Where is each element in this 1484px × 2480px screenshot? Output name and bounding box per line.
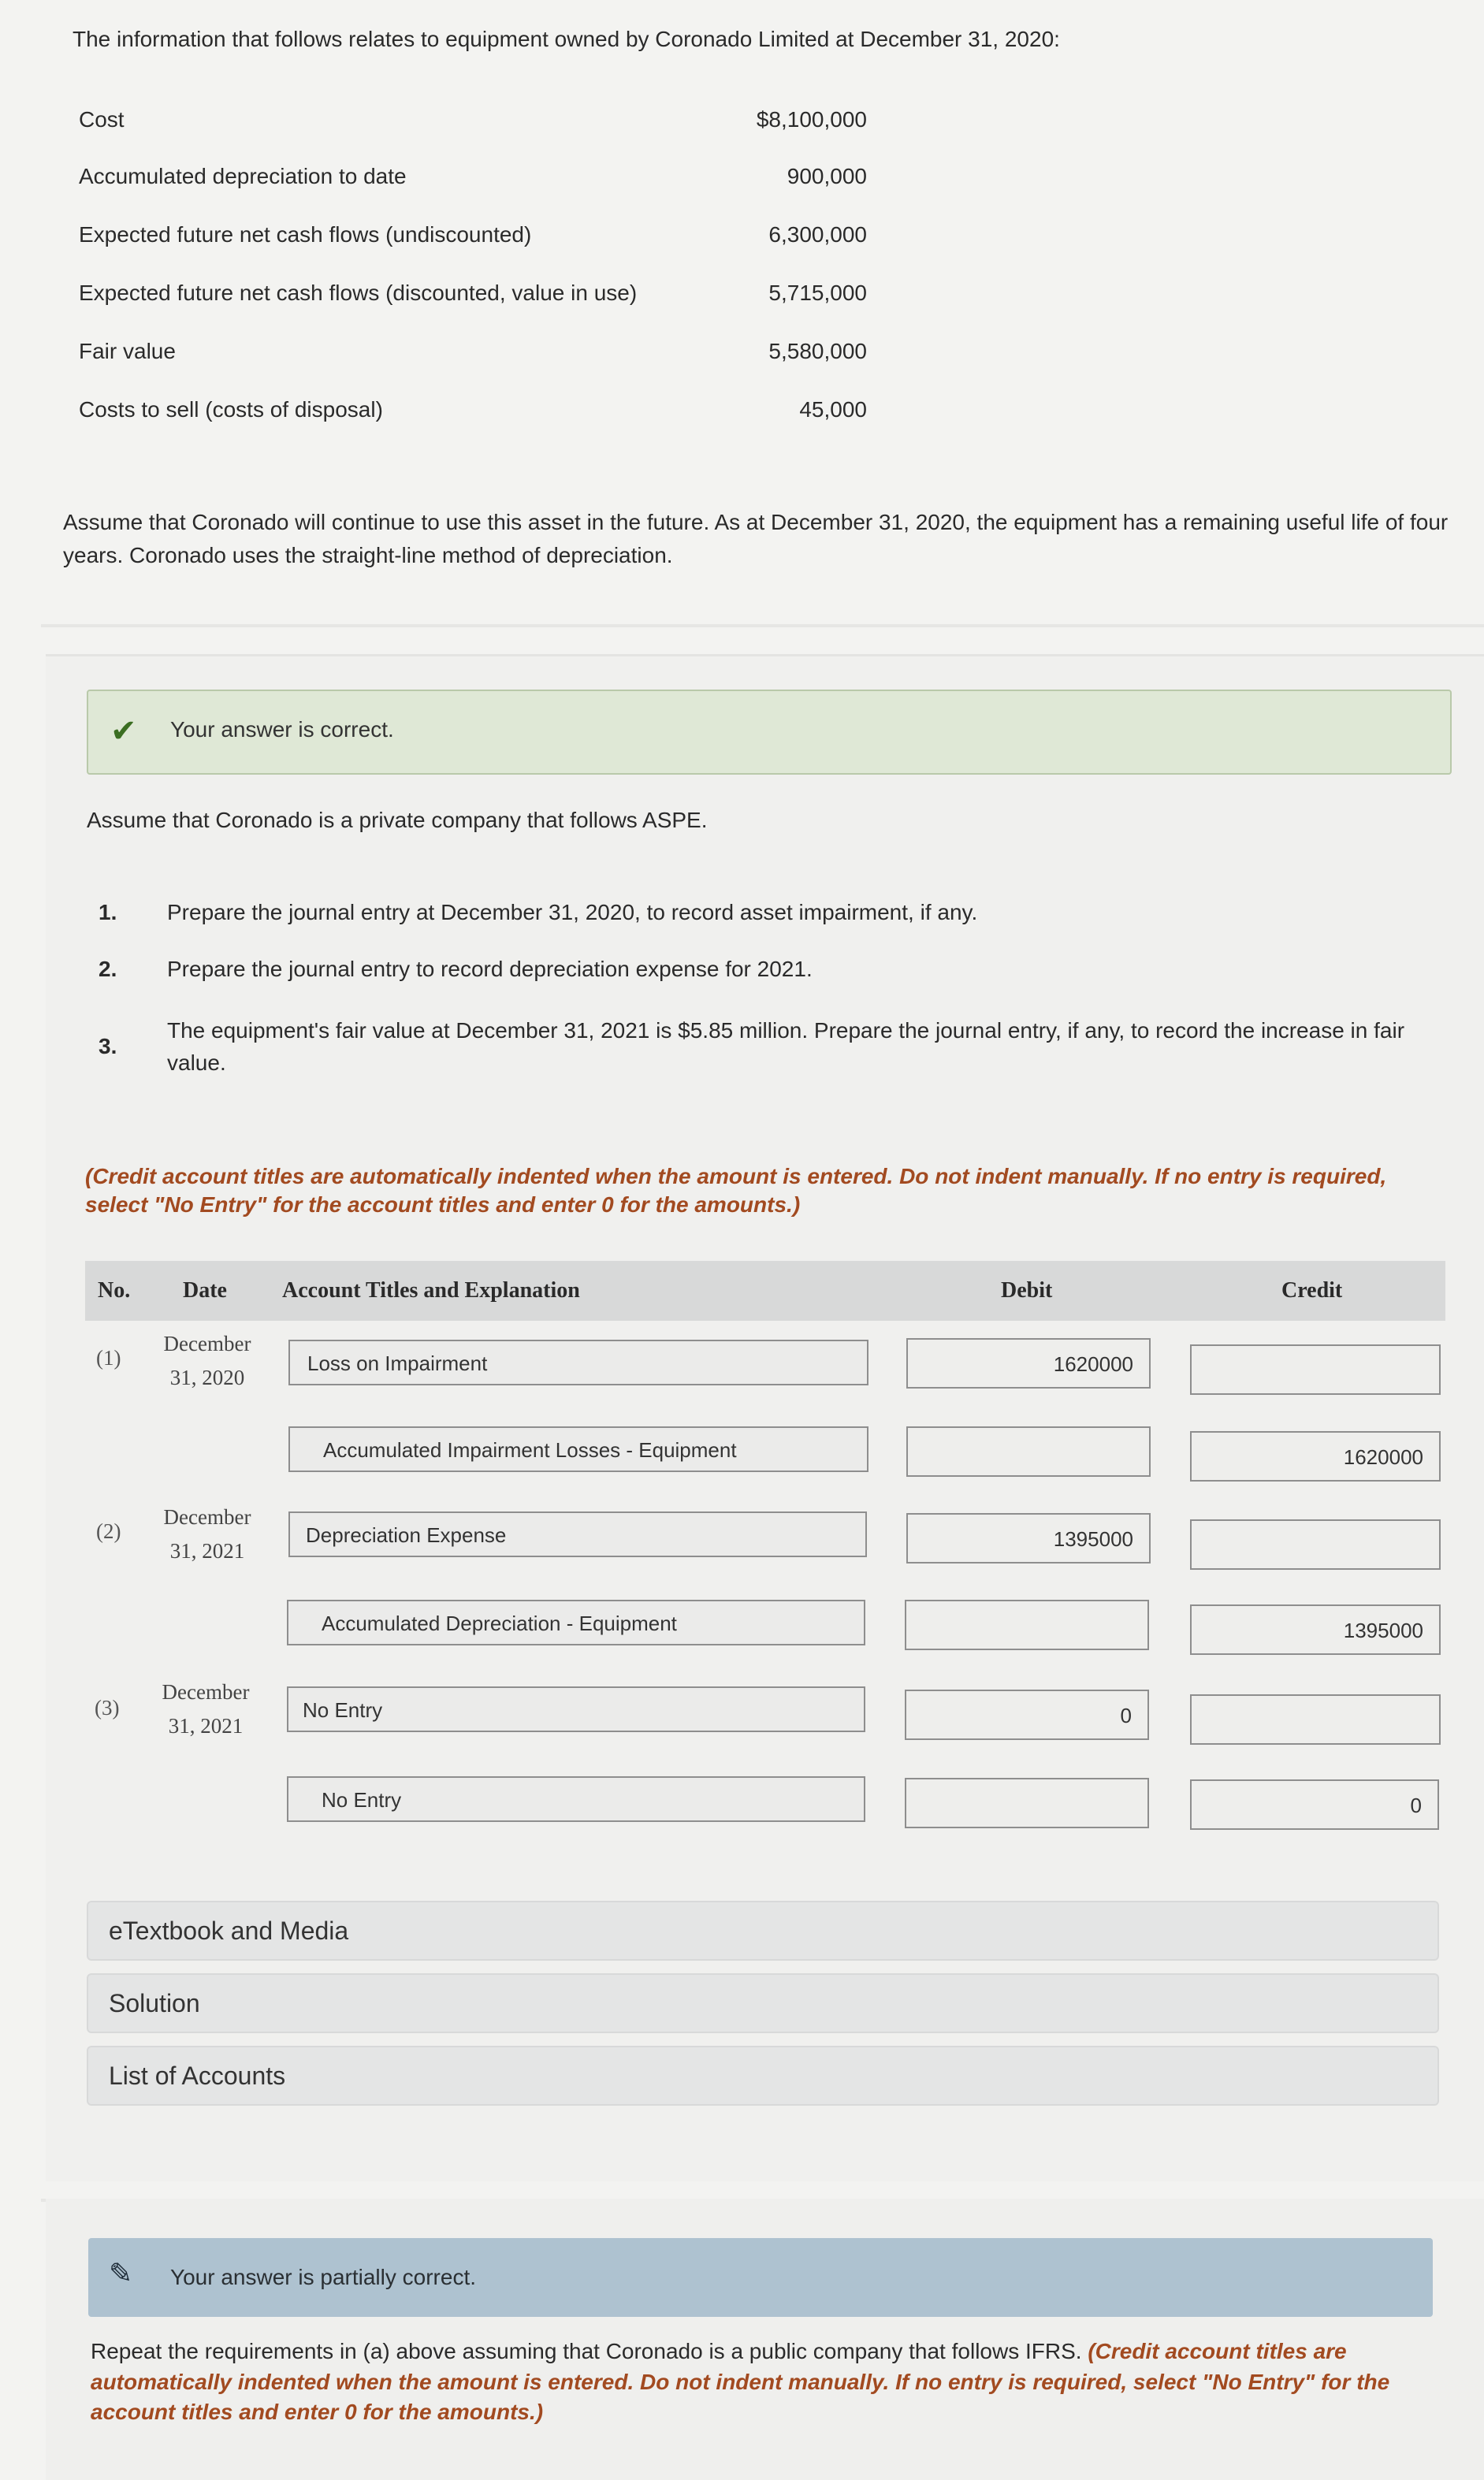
entry-date-year: 31, 2020 xyxy=(169,1366,245,1390)
entry-number: (1) xyxy=(96,1346,121,1370)
debit-account-select[interactable]: Loss on Impairment xyxy=(288,1340,868,1385)
status-text: Your answer is correct. xyxy=(170,717,394,742)
given-label: Costs to sell (costs of disposal) xyxy=(79,397,383,422)
debit-account-select[interactable]: No Entry xyxy=(287,1686,865,1732)
credit-amount-input[interactable]: 1620000 xyxy=(1190,1431,1441,1482)
header-credit: Credit xyxy=(1281,1278,1343,1303)
credit-account-select[interactable]: Accumulated Depreciation - Equipment xyxy=(287,1600,865,1645)
part-b-instructions xyxy=(91,2337,1430,2428)
header-date: Date xyxy=(183,1278,227,1303)
intro-text: The information that follows relates to equipment owned by Coronado Limited at December 31, 2020: xyxy=(73,27,1060,51)
given-label: Fair value xyxy=(79,339,176,363)
entry-date xyxy=(148,1500,266,1568)
given-value: 6,300,000 xyxy=(768,222,867,247)
given-row-fair-value xyxy=(79,339,867,378)
requirement-number: 2. xyxy=(99,957,117,981)
credit-amount-input[interactable] xyxy=(1190,1694,1441,1745)
debit-amount-input[interactable]: 1395000 xyxy=(906,1513,1151,1563)
solution-link[interactable]: Solution xyxy=(87,1973,1439,2033)
debit-account-select[interactable]: Depreciation Expense xyxy=(288,1511,867,1557)
debit-amount-input[interactable]: 0 xyxy=(905,1690,1149,1740)
given-value: $8,100,000 xyxy=(756,107,867,132)
entry-date-month: December xyxy=(163,1505,251,1529)
instructions-text: (Credit account titles are automatically indented when the amount is entered. Do not indent manually. If no entry is required, select "No Entry" for the account titles and enter 0 for the amounts.) xyxy=(85,1164,1387,1218)
credit-amount-input[interactable]: 0 xyxy=(1190,1779,1439,1830)
credit-account-select[interactable]: No Entry xyxy=(287,1776,865,1822)
entry-number: (3) xyxy=(95,1696,120,1720)
entry-number: (2) xyxy=(96,1519,121,1543)
credit-amount-input[interactable]: 1395000 xyxy=(1190,1604,1441,1655)
given-value: 45,000 xyxy=(799,397,867,422)
correct-answer-banner xyxy=(87,690,1452,775)
entry-date-year: 31, 2021 xyxy=(169,1539,245,1563)
debit-amount-input[interactable] xyxy=(905,1600,1149,1650)
given-value: 900,000 xyxy=(787,164,867,188)
given-row-value-in-use xyxy=(79,281,867,320)
requirement-text: The equipment's fair value at December 31, 2021 is $5.85 million. Prepare the journal entry, if any, to record the increase in fair value. xyxy=(167,1018,1405,1075)
assumption-text: Assume that Coronado will continue to use this asset in the future. As at December 31, 2020, the equipment has a remaining useful life of four years. Coronado uses the straight-line method of depreciation. xyxy=(63,510,1449,567)
status-text: Your answer is partially correct. xyxy=(170,2265,477,2289)
given-label: Expected future net cash flows (undiscounted) xyxy=(79,222,532,247)
given-value: 5,715,000 xyxy=(768,281,867,305)
credit-account-select[interactable]: Accumulated Impairment Losses - Equipment xyxy=(288,1426,868,1472)
given-label: Expected future net cash flows (discounted, value in use) xyxy=(79,281,638,305)
list-of-accounts-link[interactable]: List of Accounts xyxy=(87,2046,1439,2106)
entry-date-month: December xyxy=(162,1680,250,1704)
requirement-number: 1. xyxy=(99,900,117,924)
requirement-text: Prepare the journal entry at December 31, 2020, to record asset impairment, if any. xyxy=(167,900,978,924)
entry-date-month: December xyxy=(163,1332,251,1355)
etextbook-media-link[interactable]: eTextbook and Media xyxy=(87,1901,1439,1961)
entry-date-year: 31, 2021 xyxy=(168,1714,244,1738)
entry-date xyxy=(147,1675,265,1743)
given-label: Cost xyxy=(79,107,125,132)
debit-amount-input[interactable]: 1620000 xyxy=(906,1338,1151,1389)
debit-amount-input[interactable] xyxy=(905,1778,1149,1828)
credit-amount-input[interactable] xyxy=(1190,1344,1441,1395)
given-row-cost xyxy=(79,107,867,147)
given-row-accum-depreciation xyxy=(79,164,867,203)
given-label: Accumulated depreciation to date xyxy=(79,164,407,188)
pencil-icon: ✎ xyxy=(109,2257,133,2289)
given-row-undiscounted-cash-flows xyxy=(79,222,867,262)
part-b-emphasis: (Credit account titles are automatically indented when the amount is entered. Do not indent manually. If no entry is required, select "No Entry" for the account titles and enter 0 for the amounts.) xyxy=(91,2339,1390,2425)
given-row-costs-to-sell xyxy=(79,397,867,437)
checkmark-icon: ✔ xyxy=(110,714,137,749)
debit-amount-input[interactable] xyxy=(906,1426,1151,1477)
context-text: Assume that Coronado is a private company that follows ASPE. xyxy=(87,808,708,832)
header-debit: Debit xyxy=(1001,1278,1053,1303)
given-value: 5,580,000 xyxy=(768,339,867,363)
partially-correct-banner xyxy=(88,2238,1433,2317)
requirement-number: 3. xyxy=(99,1034,117,1058)
part-b-text: Repeat the requirements in (a) above assuming that Coronado is a public company that follows IFRS. xyxy=(91,2339,1082,2363)
entry-date xyxy=(148,1327,266,1395)
journal-table-header xyxy=(85,1261,1445,1321)
section-divider xyxy=(41,624,1484,627)
credit-amount-input[interactable] xyxy=(1190,1519,1441,1570)
requirement-text: Prepare the journal entry to record depreciation expense for 2021. xyxy=(167,957,813,981)
header-no: No. xyxy=(98,1278,131,1303)
header-account: Account Titles and Explanation xyxy=(282,1278,580,1303)
